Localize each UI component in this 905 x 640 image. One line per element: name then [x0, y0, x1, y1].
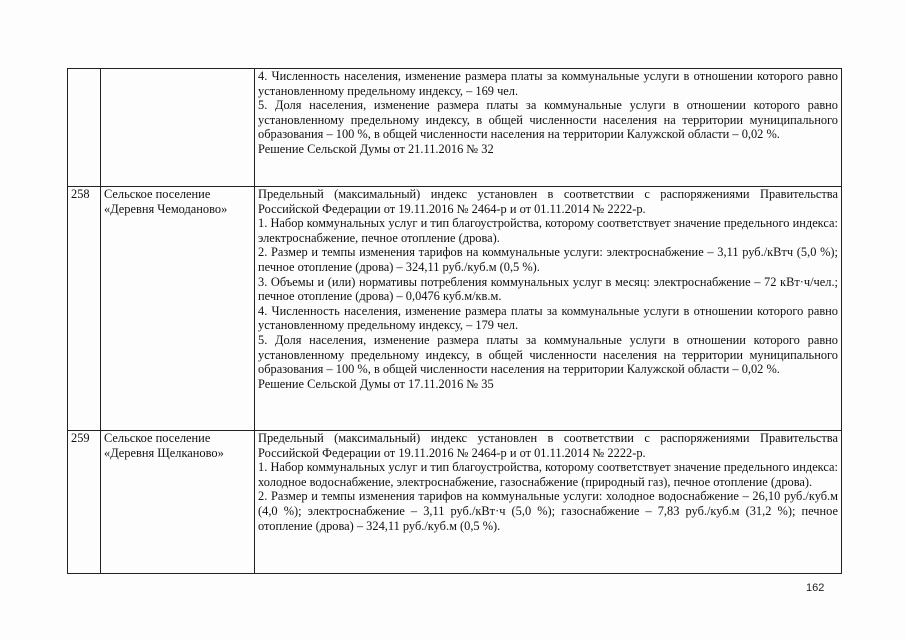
- settlement-name-cell: [101, 69, 255, 187]
- settlement-name-cell: Сельское поселение «Деревня Щелканово»: [101, 431, 255, 574]
- tariff-index-table: [67, 68, 842, 574]
- index-description-cell: [255, 187, 842, 431]
- table-row: [68, 431, 842, 574]
- row-number-cell: [68, 69, 101, 187]
- paragraph: 3. Объемы и (или) нормативы потребления коммунальных услуг в месяц: электроснабжение – 72 кВт·ч/чел.; печное отопление (дрова) – 0,0476 куб.м/кв.м.: [258, 274, 838, 304]
- settlement-name-cell: Сельское поселение «Деревня Чемоданово»: [101, 187, 255, 431]
- index-description-cell: [255, 69, 842, 187]
- paragraph: 1. Набор коммунальных услуг и тип благоустройства, которому соответствует значение предельного индекса: электроснабжение, печное отопление (дрова).: [258, 216, 838, 245]
- table-row: [68, 187, 842, 431]
- row-number-cell: 258: [68, 187, 101, 431]
- paragraph: 4. Численность населения, изменение размера платы за коммунальные услуги в отношении которого равно установленному предельному индексу, – 169 чел.: [258, 69, 838, 98]
- paragraph: Предельный (максимальный) индекс установлен в соответствии с распоряжениями Правительства Российской Федерации от 19.11.2016 № 2464-р и от 01.11.2014 № 2222-р.: [258, 187, 838, 216]
- row-number-cell: 259: [68, 431, 101, 574]
- paragraph: 2. Размер и темпы изменения тарифов на коммунальные услуги: холодное водоснабжение – 26,10 руб./куб.м (4,0 %); электроснабжение – 3,11 руб./кВт·ч (5,0 %); газоснабжение – 7,83 руб./куб.м (31,2 %); печное отопление (дрова) – 324,11 руб./куб.м (0,5 %).: [258, 489, 838, 533]
- decision-reference: Решение Сельской Думы от 21.11.2016 № 32: [258, 141, 494, 156]
- table-row: [68, 69, 842, 187]
- paragraph: 4. Численность населения, изменение размера платы за коммунальные услуги в отношении которого равно установленному предельному индексу, – 179 чел.: [258, 303, 838, 333]
- paragraph: Предельный (максимальный) индекс установлен в соответствии с распоряжениями Правительства Российской Федерации от 19.11.2016 № 2464-р и от 01.11.2014 № 2222-р.: [258, 431, 838, 460]
- paragraph: 1. Набор коммунальных услуг и тип благоустройства, которому соответствует значение предельного индекса: холодное водоснабжение, электроснабжение, газоснабжение (природный газ), печное отопление (дрова).: [258, 460, 838, 489]
- paragraph: 5. Доля населения, изменение размера платы за коммунальные услуги в отношении которого равно установленному предельному индексу, в общей численности населения на территории муниципального образования – 100 %, в общей численности населения на территории Калужской области – 0,02 %.: [258, 332, 838, 377]
- index-description-cell: [255, 431, 842, 574]
- decision-reference: Решение Сельской Думы от 17.11.2016 № 35: [258, 376, 494, 391]
- paragraph: 2. Размер и темпы изменения тарифов на коммунальные услуги: электроснабжение – 3,11 руб./кВтч (5,0 %); печное отопление (дрова) – 324,11 руб./куб.м (0,5 %).: [258, 245, 838, 274]
- paragraph: 5. Доля населения, изменение размера платы за коммунальные услуги в отношении которого равно установленному предельному индексу, в общей численности населения на территории муниципального образования – 100 %, в общей численности населения на территории Калужской области – 0,02 %.: [258, 98, 838, 142]
- page-number: 162: [806, 582, 825, 594]
